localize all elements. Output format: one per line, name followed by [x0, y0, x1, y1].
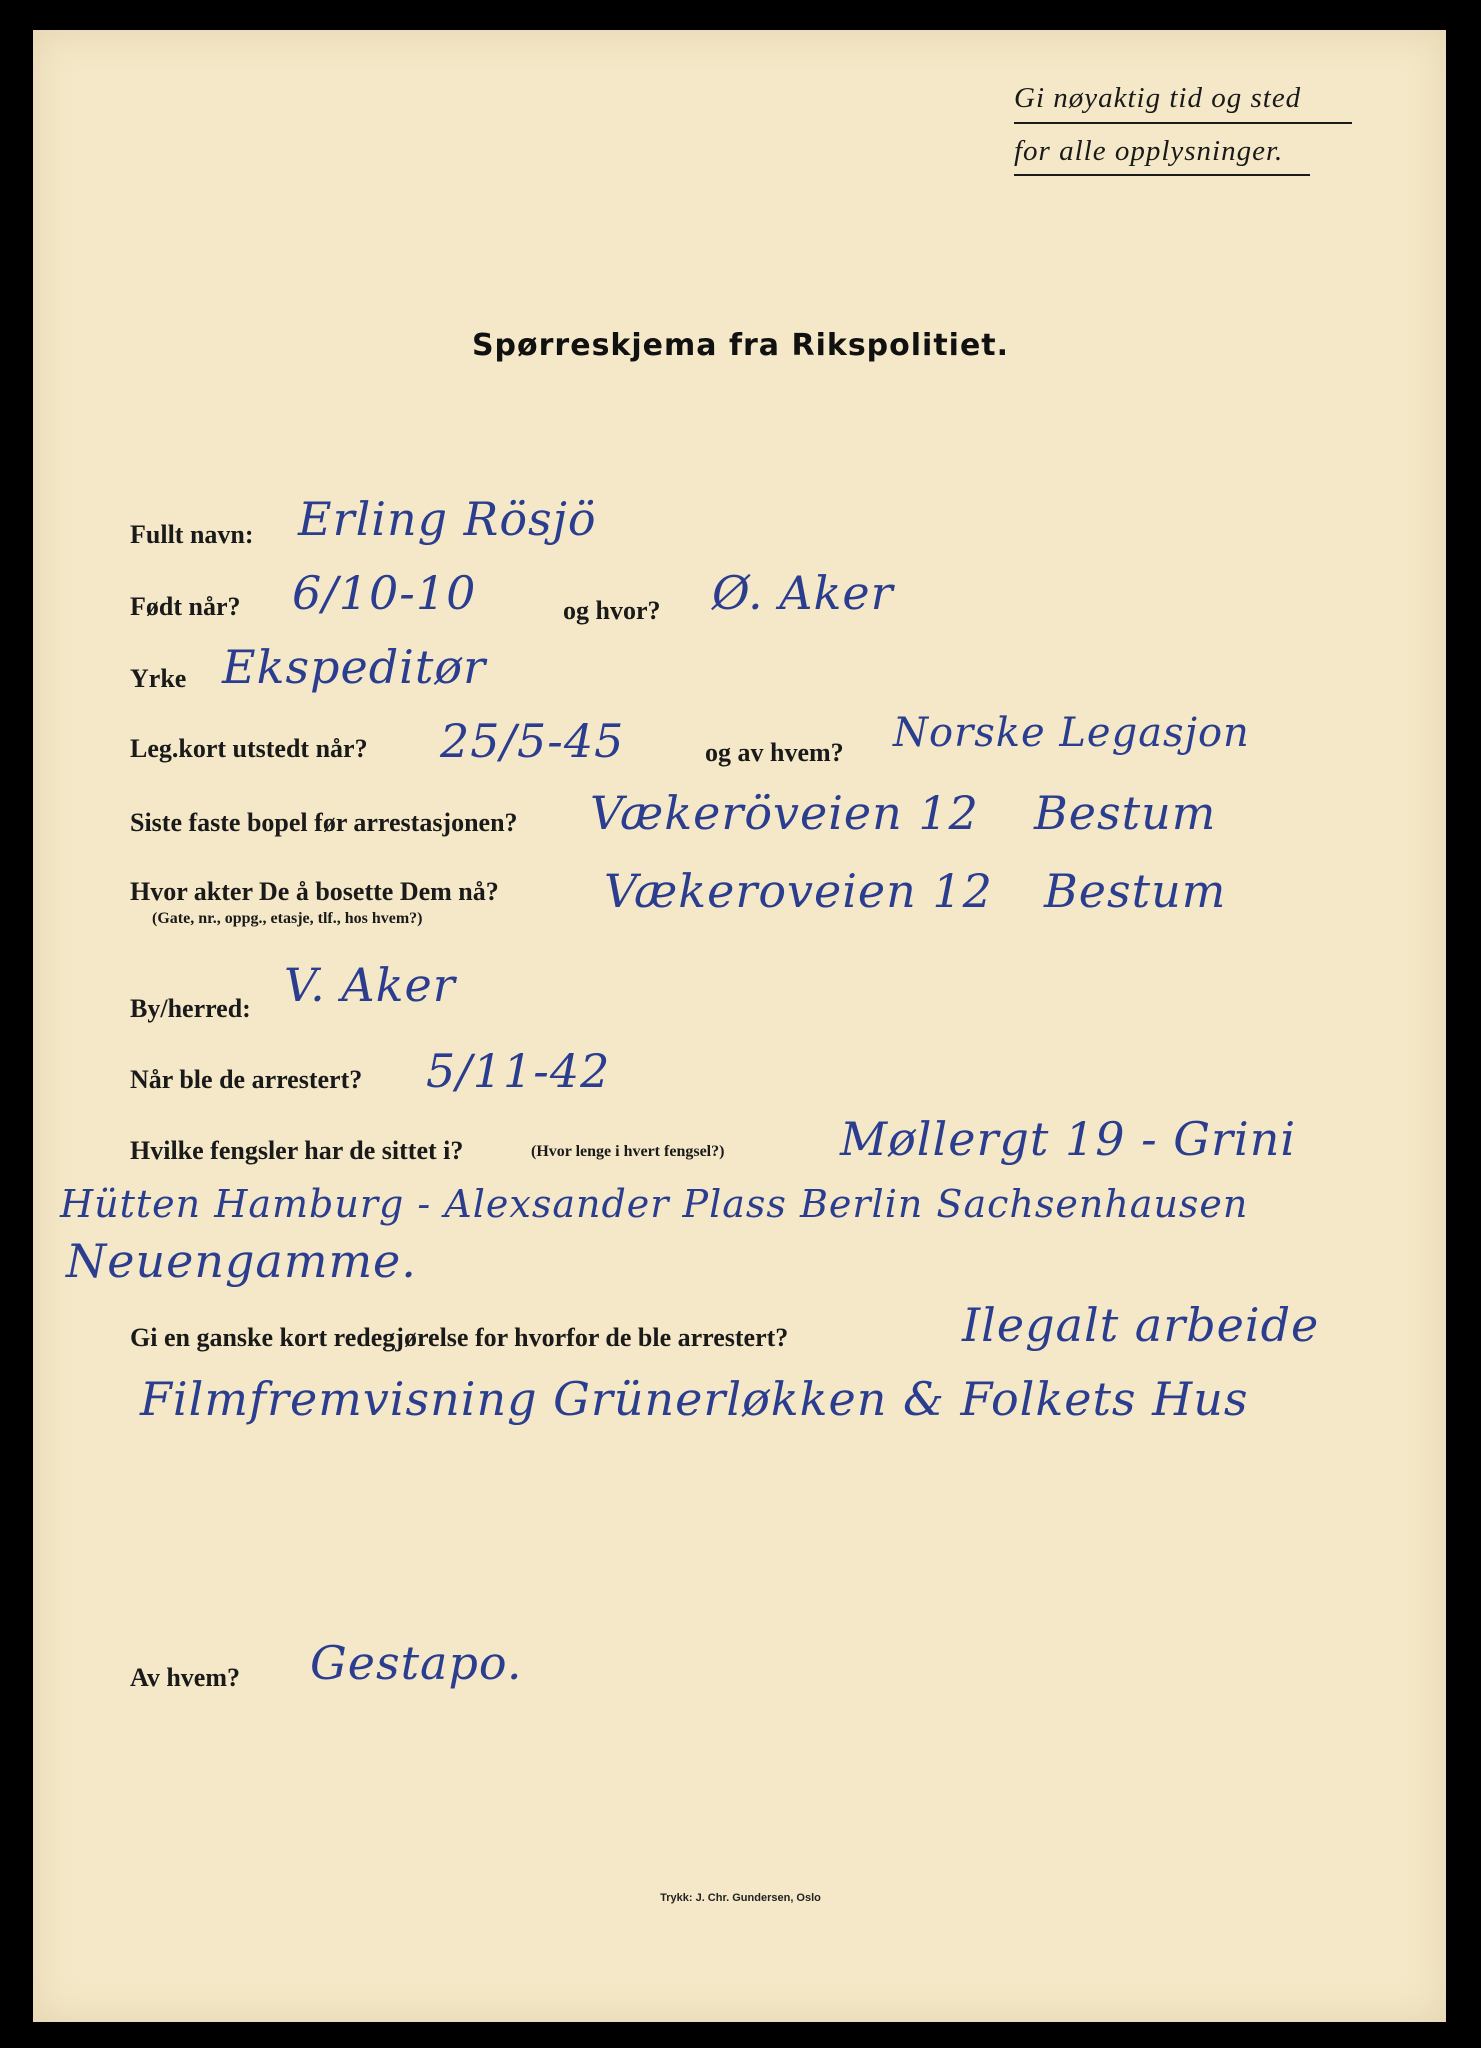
legcard-by-answer[interactable]: Norske Legasjon [893, 710, 1250, 756]
settle-label: Hvor akter De å bosette Dem nå? [130, 877, 499, 906]
instruction-rule-2 [1014, 174, 1310, 176]
last-address-answer[interactable]: Vækeröveien 12 [590, 786, 979, 840]
municipality-answer[interactable]: V. Aker [284, 958, 456, 1012]
prisons-label: Hvilke fengsler har de sittet i? [130, 1136, 464, 1165]
reason-answer-line-1[interactable]: Ilegalt arbeide [962, 1298, 1320, 1352]
settle-answer[interactable]: Vækeroveien 12 [604, 864, 993, 918]
instruction-line-2: for alle opplysninger. [1014, 135, 1284, 167]
full-name-label: Fullt navn: [130, 520, 254, 549]
printer-imprint: Trykk: J. Chr. Gundersen, Oslo [660, 1892, 821, 1904]
prisons-hint: (Hvor lenge i hvert fengsel?) [531, 1143, 725, 1160]
settle-answer-2[interactable]: Bestum [1044, 864, 1227, 918]
settle-hint: (Gate, nr., oppg., etasje, tlf., hos hvem?) [152, 910, 423, 927]
arrested-when-answer[interactable]: 5/11-42 [426, 1044, 611, 1098]
form-title: Spørreskjema fra Rikspolitiet. [471, 328, 1010, 363]
born-where-answer[interactable]: Ø. Aker [712, 566, 894, 620]
arrested-when-label: Når ble de arrestert? [130, 1065, 363, 1094]
prisons-answer-line-3[interactable]: Neuengamme. [66, 1234, 417, 1288]
born-when-label: Født når? [130, 592, 241, 621]
last-address-label: Siste faste bopel før arrestasjonen? [130, 808, 518, 837]
prisons-answer-line-1[interactable]: Møllergt 19 - Grini [840, 1112, 1297, 1166]
instruction-rule-1 [1014, 122, 1352, 124]
municipality-label: By/herred: [130, 994, 251, 1023]
legcard-when-answer[interactable]: 25/5-45 [440, 714, 625, 768]
legcard-when-label: Leg.kort utstedt når? [130, 734, 368, 763]
by-whom-answer[interactable]: Gestapo. [310, 1636, 523, 1690]
reason-answer-line-2[interactable]: Filmfremvisning Grünerløkken & Folkets Hus [140, 1372, 1249, 1426]
last-address-answer-2[interactable]: Bestum [1034, 786, 1217, 840]
occupation-answer[interactable]: Ekspeditør [222, 640, 487, 694]
full-name-answer[interactable]: Erling Rösjö [298, 492, 597, 546]
instruction-line-1: Gi nøyaktig tid og sted [1014, 82, 1302, 114]
reason-label: Gi en ganske kort redegjørelse for hvorfor de ble arrestert? [130, 1323, 789, 1352]
born-where-label: og hvor? [563, 596, 661, 625]
prisons-answer-line-2[interactable]: Hütten Hamburg - Alexsander Plass Berlin Sachsenhausen [60, 1182, 1249, 1226]
born-when-answer[interactable]: 6/10-10 [292, 566, 477, 620]
by-whom-label: Av hvem? [130, 1663, 241, 1692]
legcard-by-label: og av hvem? [705, 738, 844, 767]
occupation-label: Yrke [130, 664, 187, 693]
